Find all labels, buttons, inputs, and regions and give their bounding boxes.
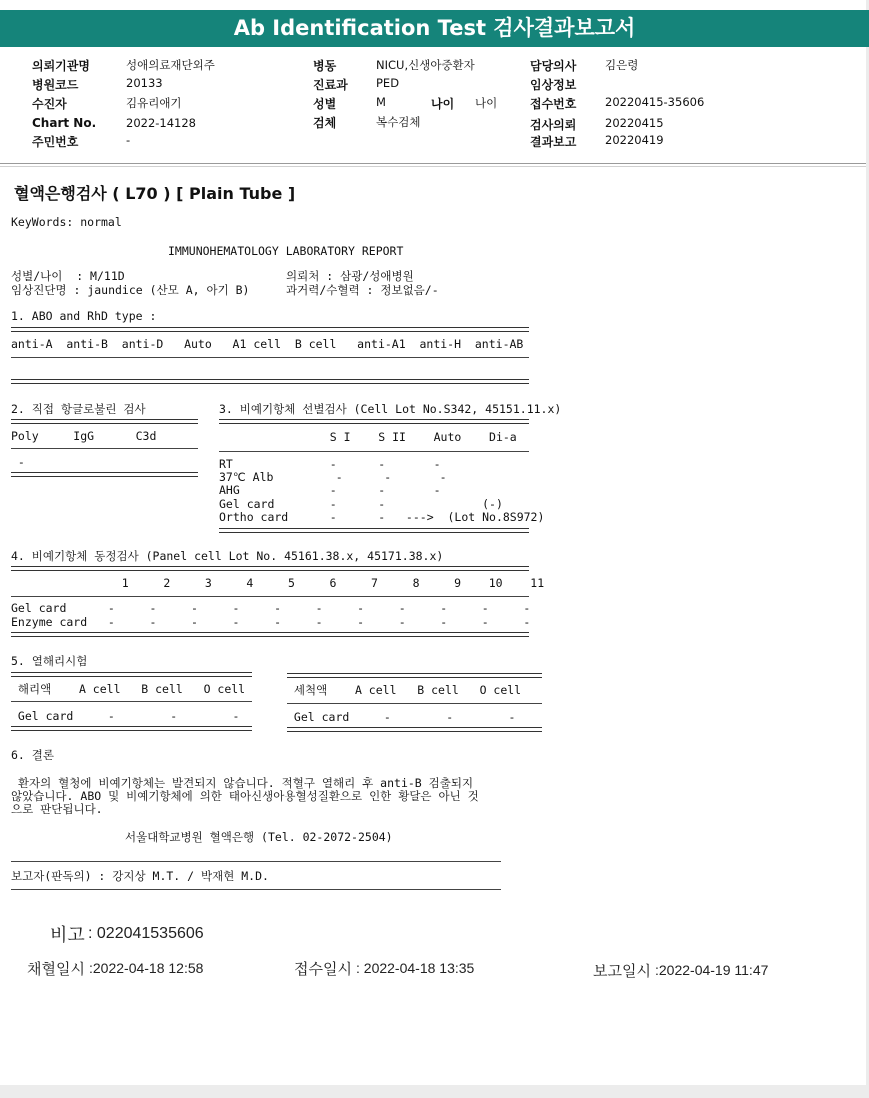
- elution-left-headers: 해리액 A cell B cell O cell: [11, 682, 246, 696]
- value-requesting-org: 성애의료재단외주: [126, 58, 215, 72]
- conclusion-line-1: 환자의 혈청에 비예기항체는 발견되지 않습니다. 적혈구 열해리 후 anti-B 검출되지: [11, 776, 474, 790]
- value-patient: 김유리애기: [126, 96, 182, 110]
- elution-left-double-line-top: [11, 672, 252, 677]
- dat-single-line: [11, 448, 198, 449]
- header-divider: [0, 163, 866, 164]
- dat-double-line-top: [11, 419, 198, 424]
- screen-row-alb: 37℃ Alb - - -: [219, 470, 447, 484]
- label-requesting-org: 의뢰기관명: [32, 59, 90, 73]
- elution-title: 5. 열해리시험: [11, 654, 88, 668]
- value-hospital-code: 20133: [126, 76, 163, 90]
- elution-left-values: Gel card - - -: [11, 709, 240, 723]
- label-receipt-no: 접수번호: [530, 97, 577, 111]
- patient-referrer: 의뢰처 : 삼광/성애병원: [286, 269, 414, 283]
- label-resident-no: 주민번호: [32, 135, 79, 149]
- label-hospital-code: 병원코드: [32, 78, 79, 92]
- elution-right-headers: 세척액 A cell B cell O cell: [287, 683, 522, 697]
- elution-left-double-line-bottom: [11, 726, 252, 731]
- label-patient: 수진자: [32, 97, 67, 111]
- collected-label: 채혈일시: [27, 961, 85, 978]
- remark-label: 비고: [50, 925, 85, 945]
- panel-row-gel: Gel card - - - - - - - - - - -: [11, 601, 531, 615]
- conclusion-line-2: 않았습니다. ABO 및 비예기항체에 의한 태아신생아용혈성질환으로 인한 황달은 아닌 것: [11, 789, 479, 803]
- patient-diagnosis: 임상진단명 : jaundice (산모 A, 아기 B): [11, 283, 250, 297]
- value-test-request: 20220415: [605, 116, 664, 130]
- screen-row-ortho: Ortho card - - ---> (Lot No.8S972): [219, 510, 545, 524]
- collected-value: :2022-04-18 12:58: [89, 960, 204, 976]
- patient-sex-age: 성별/나이 : M/11D: [11, 269, 125, 283]
- screen-row-gel: Gel card - - (-): [219, 497, 503, 511]
- dat-headers: Poly IgG C3d: [11, 429, 157, 443]
- label-ward: 병동: [313, 59, 337, 73]
- value-result-report: 20220419: [605, 133, 664, 147]
- value-receipt-no: 20220415-35606: [605, 95, 705, 109]
- abo-headers: anti-A anti-B anti-D Auto A1 cell B cell anti-A1 anti-H anti-AB: [11, 337, 524, 351]
- panel-headers: 1 2 3 4 5 6 7 8 9 10 11: [11, 576, 545, 590]
- label-result-report: 결과보고: [530, 135, 577, 149]
- label-clinical-info: 임상정보: [530, 78, 577, 92]
- reporter-line-bottom: [11, 889, 501, 890]
- abo-title: 1. ABO and RhD type :: [11, 309, 157, 323]
- screen-row-ahg: AHG - - -: [219, 483, 441, 497]
- header-divider-shadow: [0, 166, 866, 167]
- remark-value: : 022041535606: [88, 925, 204, 942]
- panel-double-line-top: [11, 566, 529, 571]
- value-physician: 김은령: [605, 58, 639, 72]
- elution-right-double-line-bottom: [287, 727, 542, 732]
- patient-history: 과거력/수혈력 : 정보없음/-: [286, 283, 439, 297]
- elution-right-single-line: [287, 703, 542, 704]
- conclusion-line-3: 으로 판단됩니다.: [11, 802, 103, 816]
- label-specimen: 검체: [313, 116, 337, 130]
- section-title: 혈액은행검사 ( L70 ) [ Plain Tube ]: [14, 184, 296, 203]
- label-test-request: 검사의뢰: [530, 118, 577, 132]
- value-chart-no: 2022-14128: [126, 116, 196, 130]
- value-resident-no: -: [126, 133, 131, 147]
- reporter-line-top: [11, 861, 501, 862]
- label-sex: 성별: [313, 97, 337, 111]
- abo-double-line-top: [11, 327, 529, 332]
- label-department: 진료과: [313, 78, 348, 92]
- dat-double-line-bottom: [11, 472, 198, 477]
- report-title: Ab Identification Test 검사결과보고서: [233, 16, 636, 40]
- label-physician: 담당의사: [530, 59, 577, 73]
- elution-left-single-line: [11, 701, 252, 702]
- screen-single-line: [219, 451, 529, 452]
- value-specimen: 복수검체: [376, 115, 421, 129]
- value-sex: M: [376, 95, 386, 109]
- elution-right-double-line-top: [287, 673, 542, 678]
- elution-right-values: Gel card - - -: [287, 710, 516, 724]
- abo-double-line-bottom: [11, 379, 529, 384]
- conclusion-title: 6. 결론: [11, 748, 54, 762]
- panel-single-line: [11, 596, 529, 597]
- lab-report-title: IMMUNOHEMATOLOGY LABORATORY REPORT: [168, 244, 404, 258]
- label-chart-no: Chart No.: [32, 116, 97, 130]
- dat-title: 2. 직접 항글로불린 검사: [11, 402, 146, 416]
- screen-row-rt: RT - - -: [219, 457, 441, 471]
- value-age: 나이: [475, 96, 498, 110]
- panel-row-enzyme: Enzyme card - - - - - - - - - - -: [11, 615, 531, 629]
- reported-value: :2022-04-19 11:47: [655, 962, 769, 978]
- keywords: KeyWords: normal: [11, 215, 122, 229]
- panel-title: 4. 비예기항체 동정검사 (Panel cell Lot No. 45161.38.x, 45171.38.x): [11, 549, 444, 563]
- reporter: 보고자(판독의) : 강지상 M.T. / 박재현 M.D.: [11, 869, 269, 883]
- reported-label: 보고일시: [593, 963, 651, 980]
- value-department: PED: [376, 76, 400, 90]
- panel-double-line-bottom: [11, 632, 529, 637]
- abo-single-line: [11, 357, 529, 358]
- lab-name: 서울대학교병원 혈액은행 (Tel. 02-2072-2504): [125, 830, 393, 844]
- screen-double-line-top: [219, 419, 529, 424]
- value-ward: NICU,신생아중환자: [376, 58, 475, 72]
- received-label: 접수일시: [294, 961, 352, 978]
- screen-double-line-bottom: [219, 528, 529, 533]
- received-value: : 2022-04-18 13:35: [356, 960, 475, 976]
- screen-headers: S I S II Auto Di-a: [219, 430, 517, 444]
- screen-title: 3. 비예기항체 선별검사 (Cell Lot No.S342, 45151.11.x): [219, 402, 562, 416]
- dat-values: -: [11, 455, 25, 469]
- label-age: 나이: [431, 97, 455, 111]
